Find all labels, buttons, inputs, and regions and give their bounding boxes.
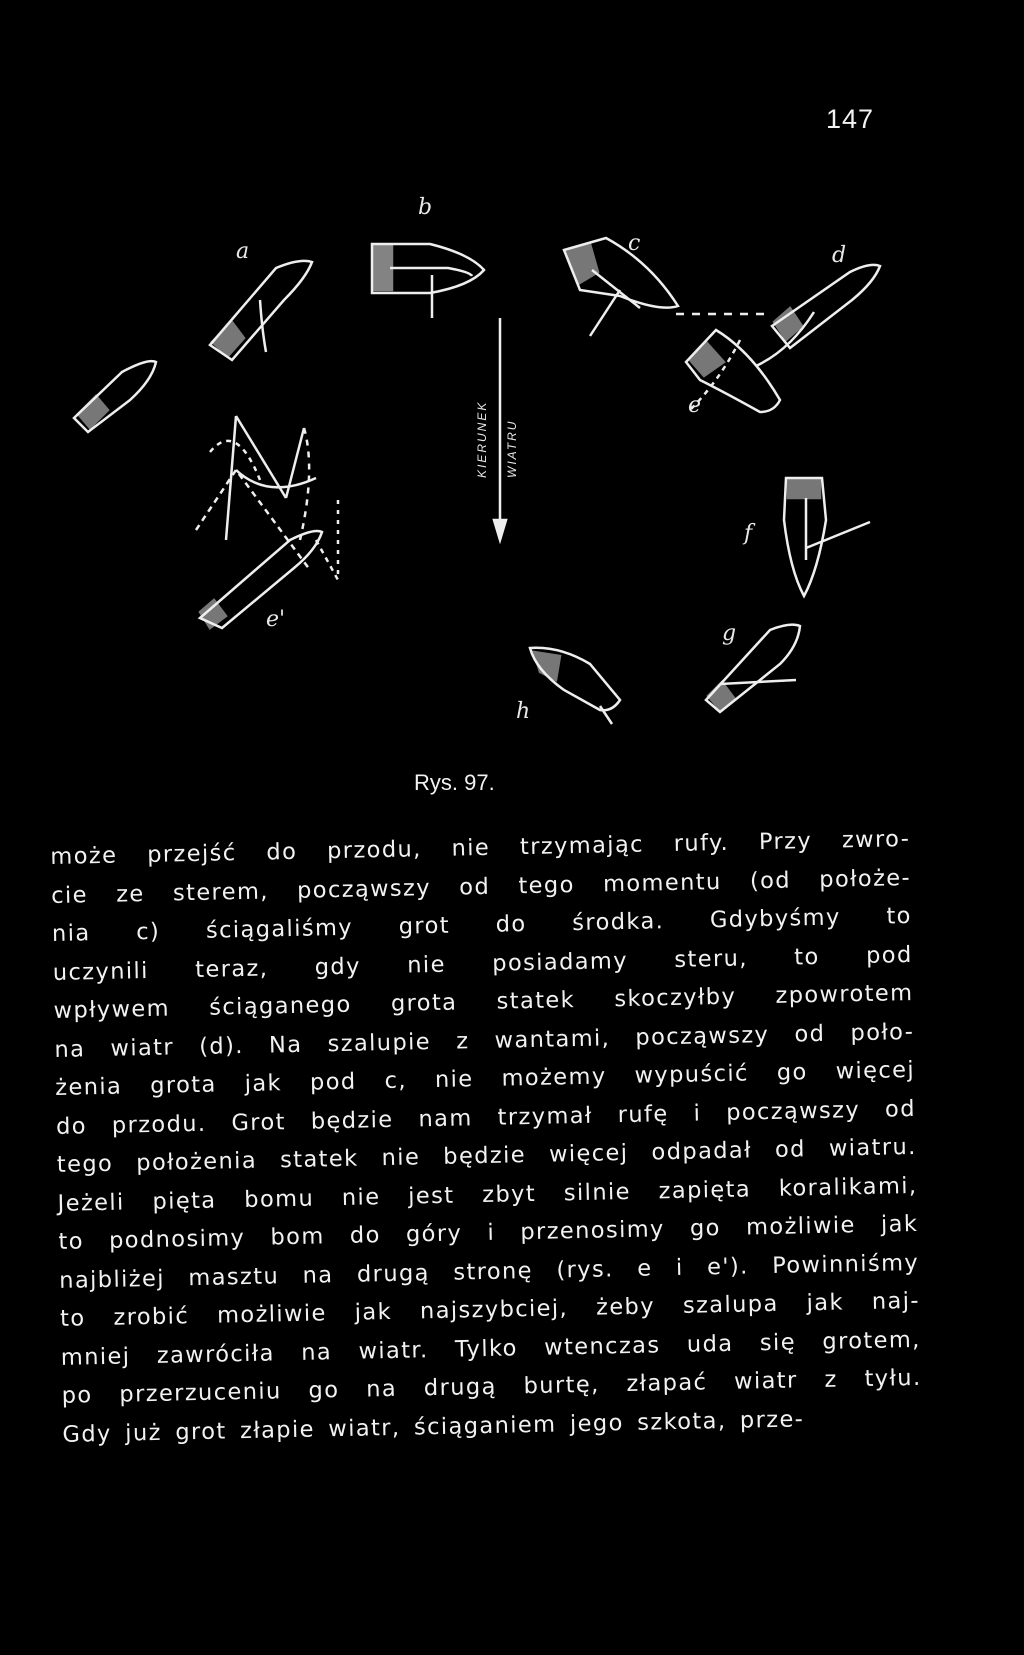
text-line: tego położenia statek nie będzie więcej odpadał od wiatru. (56, 1133, 917, 1178)
body-text (50, 820, 923, 1454)
text-line: uczynili teraz, gdy nie posiadamy steru, to pod (52, 941, 913, 986)
text-line: cie ze sterem, począwszy od tego momentu (od położe- (50, 864, 912, 909)
label-c: c (628, 231, 641, 256)
label-g: g (722, 621, 737, 646)
text-line: wpływem ściąganego grota statek skoczyłby zpowrotem (53, 979, 914, 1024)
text-line: żenia grota jak pod c, nie możemy wypuścić go więcej (54, 1056, 916, 1101)
text-line: Jeżeli pięta bomu nie jest zbyt silnie zapięta koralikami, (57, 1172, 918, 1217)
arrow-label-kierunek: KIERUNEK (475, 400, 489, 478)
label-h: h (516, 699, 531, 724)
label-e-prime: e' (266, 607, 286, 632)
label-f: f (744, 521, 753, 546)
text-line: po przerzuceniu go na drugą burtę, złapać wiatr z tyłu. (61, 1364, 922, 1409)
boat-e-prime (200, 531, 322, 628)
text-line: może przejść do przodu, nie trzymając rufy. Przy zwro- (50, 825, 911, 870)
text-line: mniej zawróciła na wiatr. Tylko wtenczas uda się grotem, (60, 1326, 921, 1371)
boat-g (706, 625, 800, 712)
text-line: Gdy już grot złapie wiatr, ściąganiem jego szkota, prze- (62, 1405, 805, 1448)
sailing-diagram (0, 0, 1024, 760)
boat-f (784, 478, 870, 596)
text-line: na wiatr (d). Na szalupie z wantami, począwszy od poło- (54, 1018, 915, 1063)
text-line: to zrobić możliwie jak najszybciej, żeby szalupa jak naj- (59, 1287, 921, 1332)
label-d: d (832, 243, 847, 268)
page-number: 147 (825, 104, 874, 134)
arrow-label-wiatru: WIATRU (505, 419, 519, 478)
boat-a (210, 261, 312, 360)
boat-b (372, 244, 484, 318)
boat-far-left (74, 361, 156, 432)
boat-d (756, 265, 880, 366)
label-b: b (418, 195, 433, 220)
text-line: nia c) ściągaliśmy grot do środka. Gdybyśmy to (51, 902, 913, 947)
label-e: e (688, 393, 702, 418)
text-line: do przodu. Grot będzie nam trzymał rufę i począwszy od (55, 1095, 917, 1140)
text-line: to podnosimy bom do góry i przenosimy go możliwie jak (58, 1210, 919, 1255)
figure-caption: Rys. 97. (414, 770, 495, 795)
boat-c (564, 238, 772, 336)
rigging-lines (196, 416, 338, 580)
diagram-drawing (0, 0, 1024, 760)
boat-h (530, 648, 620, 724)
label-a-left: a (236, 239, 250, 264)
text-line: najbliżej masztu na drugą stronę (rys. e i e'). Powinniśmy (58, 1249, 920, 1294)
